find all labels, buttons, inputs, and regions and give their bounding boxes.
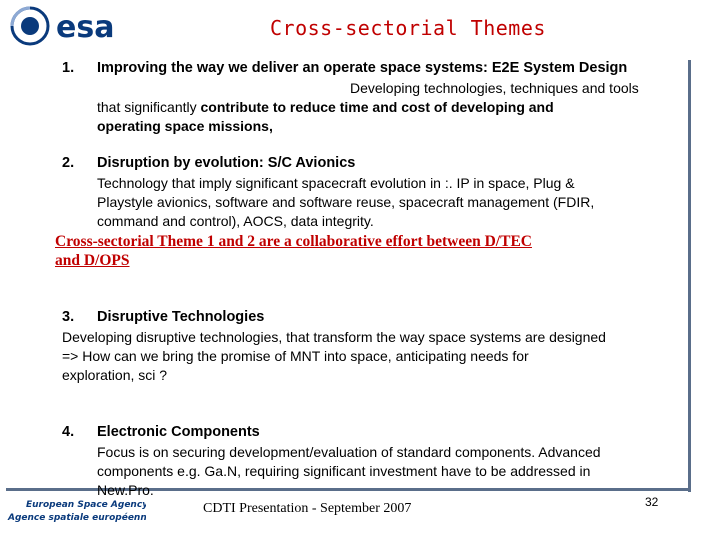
item-2-heading: Disruption by evolution: S/C Avionics <box>97 155 356 171</box>
item-1-line1: Developing technologies, techniques and tools <box>350 80 639 96</box>
footer-presentation: CDTI Presentation - September 2007 <box>203 501 412 516</box>
item-4-body-line: Focus is on securing development/evaluation of standard components. Advanced <box>97 444 601 460</box>
footer-agency-en: European Space Agency <box>26 500 146 510</box>
esa-logo-text: esa <box>56 10 115 45</box>
item-2-body-line: command and control), AOCS, data integrity. <box>97 213 374 229</box>
item-2-body-line: Playstyle avionics, software and software reuse, spacecraft management (FDIR, <box>97 194 595 210</box>
item-3-body-line: => How can we bring the promise of MNT into space, anticipating needs for <box>62 348 529 364</box>
item-4-body <box>97 443 687 500</box>
item-1-line3: operating space missions, <box>97 118 273 134</box>
page-title: Cross-sectorial Themes <box>270 16 546 40</box>
item-4-body-line: New.Pro. <box>97 482 154 498</box>
item-1-heading: Improving the way we deliver an operate space systems: E2E System Design <box>97 60 628 76</box>
item-4-body-line: components e.g. Ga.N, requiring significant investment have to be addressed in <box>97 463 591 479</box>
item-2-number: 2. <box>62 155 75 171</box>
collaboration-note-line: Cross-sectorial Theme 1 and 2 are a collaborative effort between D/TEC <box>55 233 532 250</box>
item-4-number: 4. <box>62 424 75 440</box>
item-1-line2 <box>97 98 554 117</box>
item-2-body-line: Technology that imply significant spacecraft evolution in :. IP in space, Plug & <box>97 175 575 191</box>
frame-rule-vertical <box>688 60 691 492</box>
item-3-heading: Disruptive Technologies <box>97 309 265 325</box>
collaboration-note-line: and D/OPS <box>55 252 130 269</box>
item-3-body-line: exploration, sci ? <box>62 367 168 383</box>
item-3-number: 3. <box>62 309 75 325</box>
collaboration-note <box>55 232 655 270</box>
item-4-heading: Electronic Components <box>97 424 260 440</box>
item-1-line2-plain: that significantly <box>97 99 201 115</box>
esa-footer-logo-icon <box>6 496 146 524</box>
item-1-number: 1. <box>62 60 75 76</box>
esa-logo-icon <box>8 4 138 48</box>
item-3-body-line: Developing disruptive technologies, that transform the way space systems are designed <box>62 329 606 345</box>
footer-agency-fr: Agence spatiale européenne <box>8 513 146 523</box>
page-number: 32 <box>645 495 659 509</box>
item-3-body <box>62 328 687 385</box>
item-2-body <box>97 174 687 231</box>
item-1-line2-bold: contribute to reduce time and cost of developing and <box>200 99 554 115</box>
